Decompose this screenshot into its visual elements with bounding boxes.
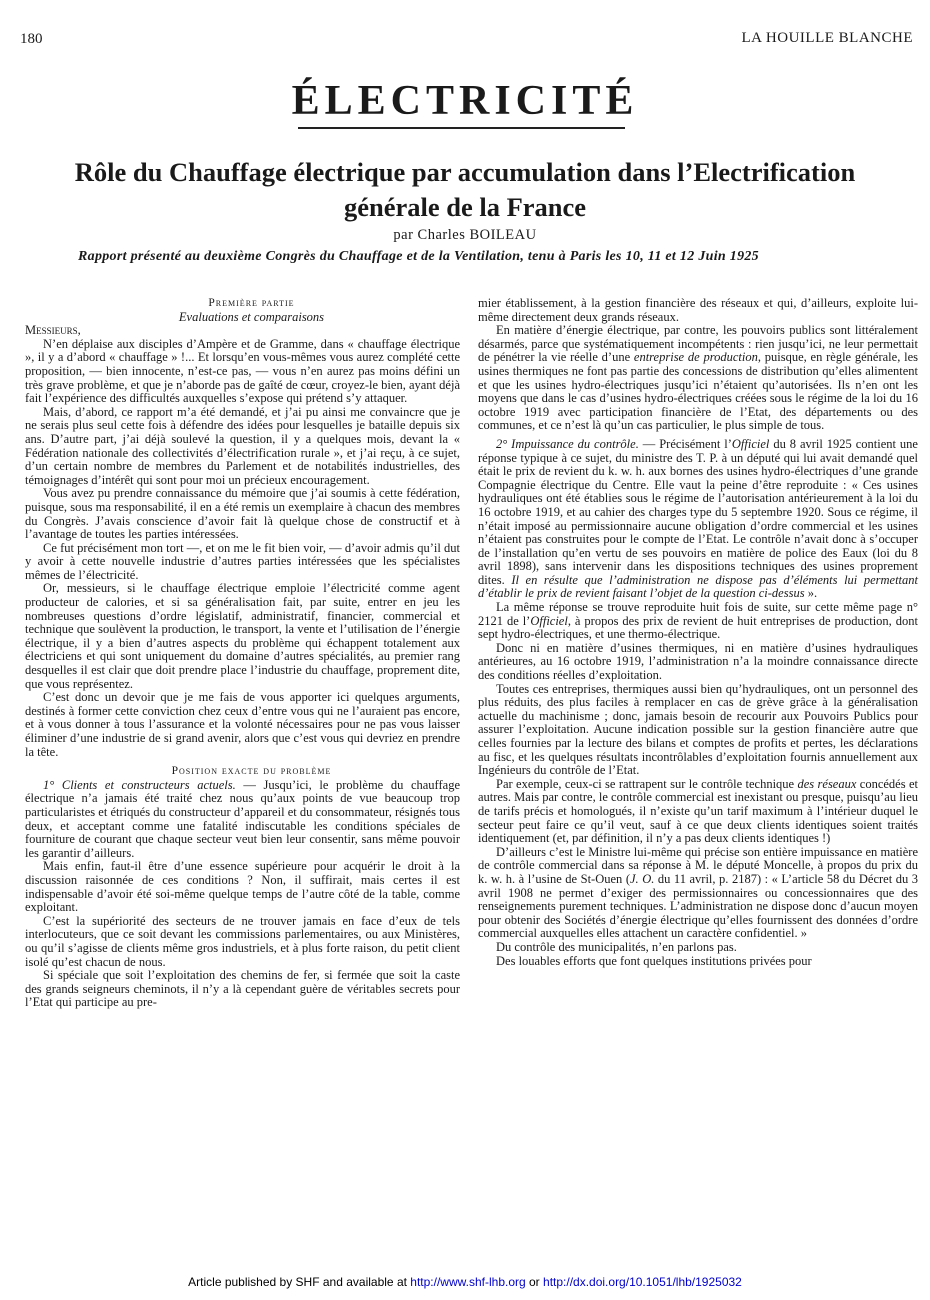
publication-footer xyxy=(0,1275,930,1289)
paragraph: Du contrôle des municipalités, n’en parlons pas. xyxy=(496,939,737,954)
paragraph: Or, messieurs, si le chauffage électrique emploie l’électricité comme agent producteur de calories, et si sa généralisation fait, par suite, entrer en jeu les nombreuses questions d’ordre législatif, administratif, financier, commercial et technique que soulèvent la production, le transport, la vente et l’utilisation de l’énergie électrique, il y a bien d’autres aspects du problème qui échappent totalement aux électriciens et qui sont uniquement du domaine d’autres spécialités, au premier rang desquelles il est clair que doit prendre place l’industrie du chauffage, proprement dite, que vous représentez. xyxy=(25,581,460,691)
paragraph-lead: 2° Impuissance du contrôle. xyxy=(496,436,639,451)
paragraph: Mais enfin, faut-il être d’une essence supérieure pour acquérir le droit à la discussion raisonnée de ces conditions ? Non, il suffirait, mais certes il est indispensable d’avoir été soi-même quelque temps de l’autre côté de la table, comme exploitant. xyxy=(25,859,460,915)
paragraph: Toutes ces entreprises, thermiques aussi bien qu’hydrauliques, ont un personnel des plus réduits, des plus faciles à remplacer en cas de grève grâce à la généralisation actuelle du machinisme ; donc, jamais besoin de recourir aux Pouvoirs Publics pour assurer l’exploitation. Aucune indication possible sur la gestion financière autre que celles fournies par la lecture des bilans et comptes de profits et pertes, les déclarations au fisc, et les quelques résultats incontrôlables d’exploitation fournis annuellement aux Ingénieurs du contrôle de l’Etat. xyxy=(478,681,918,778)
paragraph-text: du 8 avril 1925 contient une réponse typique à ce sujet, du ministre des T. P. à un député qui lui avait demandé quel était le prix de revient du k. w. h. aux bornes des usines hydro-électriques d’une grande Compagnie électrique du Centre. Elle vaut la peine d’être reproduite : « Ces usines hydrauliques ont été établies sous le régime de l’autorisation antérieurement à la loi du 16 octobre 1919, et au cahier des charges type du 5 septembre 1920. Sous ce régime, il n’était imposé au permissionnaire aucune obligation d’ordre commercial et les usines n’étaient pas construites pour le compte de l’Etat. Le contrôle n’avait donc à s’occuper de l’installation qu’en vertu de ses pouvoirs en matière de police des Eaux (loi du 8 avril 1898), sans intervenir dans les dispositions techniques des usines proprement dites. xyxy=(478,436,918,587)
part-subheading: Evaluations et comparaisons xyxy=(178,309,325,324)
paragraph-text: En matière d’énergie électrique, par contre, les pouvoirs publics sont littéralement désarmés, parce que systématiquement incompétents : rien jusqu’ici, ne leur permettait de pénétrer la vie réelle d’une xyxy=(478,323,918,365)
emphasis: Officiel xyxy=(530,613,568,628)
footer-text: Article published by SHF and available at xyxy=(188,1275,411,1289)
paragraph: Ce fut précisément mon tort —, et on me le fit bien voir, — d’avoir admis qu’il dut y avoir à cette nouvelle industrie d’autres parties intéressées que les spécialistes mêmes de l’électricité. xyxy=(25,540,460,582)
left-column xyxy=(25,297,460,1010)
paragraph xyxy=(478,778,918,846)
paragraph: C’est la supériorité des secteurs de ne trouver jamais en face d’eux de tels interlocuteurs, que ce soit devant les commissions parlementaires, ou aux Ministères, ou qu’il s’agisse de clients même gros industriels, et à plus forte raison, du petit client isolé qu’est chacun de nous. xyxy=(25,913,460,969)
shf-link[interactable]: http://www.shf-lhb.org xyxy=(410,1275,526,1289)
right-column xyxy=(478,297,918,968)
doi-link[interactable]: http://dx.doi.org/10.1051/lhb/1925032 xyxy=(543,1275,742,1289)
journal-name: LA HOUILLE BLANCHE xyxy=(741,30,913,46)
emphasis: Il en résulte que l’administration ne dispose pas d’éléments lui permettant d’établir le prix de revient faisant l’objet de la question ci-dessus xyxy=(478,572,918,601)
emphasis: Officiel xyxy=(731,436,770,451)
paragraph xyxy=(478,601,918,642)
paragraph xyxy=(478,324,918,433)
paragraph xyxy=(478,438,918,601)
paragraph-text: ». xyxy=(804,586,818,601)
part-heading: Première partie xyxy=(208,297,295,309)
paragraph: mier établissement, à la gestion financière des réseaux et qui, d’ailleurs, exploite lui-même directement deux grands réseaux. xyxy=(478,296,918,324)
paragraph: Des louables efforts que font quelques institutions privées pour xyxy=(496,953,812,968)
paragraph: Vous avez pu prendre connaissance du mémoire que j’ai soumis à cette fédération, puisque, sous ma responsabilité, il en a été remis un exemplaire à chacun des membres du Congrès. J’avais conscience d’avoir fait là quelque chose de constructif et à l’avantage de toutes les parties intéressées. xyxy=(25,486,460,542)
paragraph: C’est donc un devoir que je me fais de vous apporter ici quelques arguments, destinés à former cette conviction chez ceux d’entre vous qui ne l’auraient pas encore, et à vous donner à tous l’assurance et la volonté nécessaires pour ne pas vous laisser éliminer d’une industrie de si grand avenir, alors que c’est vous qui devriez en prendre la tête. xyxy=(25,690,460,759)
salutation: Messieurs, xyxy=(25,323,81,338)
article-title xyxy=(10,155,920,225)
article-title-line-2: générale de la France xyxy=(343,192,587,222)
paragraph: Donc ni en matière d’usines thermiques, ni en matière d’usines hydrauliques antérieures, au 16 octobre 1919, l’administration n’a la moindre connaissance directe des conditions réelles d’exploitation. xyxy=(478,640,918,683)
article-title-line-1: Rôle du Chauffage électrique par accumulation dans l’Electrification xyxy=(74,157,856,187)
paragraph-text: , puisque, en règle générale, les usines thermiques ne font pas partie des concessions de distribution qu’elles alimentent et que les usines hydro-électriques jusqu’ici n’étaient qu’autorisées. Ils n’en ont les moyens que dans le cas d’usines hydro-électriques créées sous le régime de la loi du 16 octobre 1919 avec participation financière de l’Etat, des départements ou des communes, et ce n’est là qu’un cas particulier, le plus simple de tous. xyxy=(478,350,918,433)
paragraph xyxy=(25,779,460,861)
paragraph-lead: 1° Clients et constructeurs actuels. xyxy=(43,777,236,792)
emphasis: J. O. xyxy=(630,871,655,886)
paragraph-text: — Précisément l’ xyxy=(638,436,732,451)
page-number: 180 xyxy=(20,31,43,47)
paragraph-text: La même réponse se trouve reproduite huit fois de suite, sur cette même page n° 2121 de l’ xyxy=(478,600,918,628)
paragraph-text: du 11 avril, p. 2187) : « L’article 58 du Décret du 3 avril 1908 ne permet d’exiger des permissionnaires ou concessionnaires que des renseignements purement techniques. L’administration ne dispose donc d’aucun moyen pour obtenir des Sociétés d’énergie électrique qu’elles fournissent des données d’ordre commercial auxquelles elles attachent un caractère confidentiel. » xyxy=(478,871,918,941)
emphasis: des réseaux xyxy=(797,776,857,791)
paragraph: Si spéciale que soit l’exploitation des chemins de fer, si fermée que soit la caste des grands seigneurs cheminots, il n’y a là cependant guère de véritables secrets pour l’Etat qui participe au pre- xyxy=(25,968,460,1010)
paragraph: N’en déplaise aux disciples d’Ampère et de Gramme, dans « chauffage électrique », il y a d’abord « chauffage » !... Et lorsqu’en vous-mêmes vous aurez complété cette proposition, — bien innocente, n’est-ce pas, — vous n’en aurez pas moins défini un très grave problème, et que je n’aborde pas de gaîté de cœur, croyez-le bien, ayant déjà fait l’expérience des difficultés auxquelles s’expose qui prétend s’y attaquer. xyxy=(25,336,460,406)
paragraph: Mais, d’abord, ce rapport m’a été demandé, et j’ai pu ainsi me convaincre que je ne serais plus seul cette fois à défendre des idées pour lesquelles je bataille depuis six ans. D’autre part, j’ai déjà soulevé la question, il y a quelques mois, devant la « Fédération nationale des collectivités d’électrification rurale », et j’ai reçu, à ce sujet, d’un certain nombre de membres du Parlement et de notabilités industrielles, des témoignages d’intérêt qui sont pour moi un précieux encouragement. xyxy=(25,404,460,487)
position-heading: Position exacte du problème xyxy=(171,765,332,778)
paragraph-text: D’ailleurs c’est le Ministre lui-même qui précise son entière impuissance en matière de contrôle commercial dans sa réponse à M. le député Moncelle, à propos du prix du k. w. h. à l’usine de St-Ouen ( xyxy=(478,844,918,886)
paragraph-text: , à propos des prix de revient de huit entreprises de production, dont sept hydro-électriques, et une thermo-électrique. xyxy=(478,613,918,642)
paragraph-text: Par exemple, ceux-ci se rattrapent sur le contrôle technique xyxy=(496,776,798,791)
emphasis: entreprise de production xyxy=(633,350,758,365)
paragraph-text: — Jusqu’ici, le problème du chauffage électrique n’a jamais été traité chez nous qu’aux points de vue beaucoup trop particularistes et étriqués du constructeur d’appareil et du consommateur, résignés tous deux, et acceptant comme une fatalité indiscutable les conditions spéciales de fourniture de courant que chaque secteur veut bien leur consentir, sans même pouvoir les garantir d’ailleurs. xyxy=(25,777,460,860)
paragraph xyxy=(478,846,918,941)
paragraph-text: concédés et autres. Mais par contre, le contrôle commercial est inexistant ou presque, puisqu’au lieu de tarifs précis et homologués, il n’existe qu’un tarif maximum à l’intérieur duquel le secteur peut faire ce qu’il veut, sauf à ce que deux clients identiques soient traités identiquement (et, par définition, il n’y a pas deux clients identiques !) xyxy=(478,776,918,846)
article-byline: par Charles BOILEAU xyxy=(393,227,537,243)
footer-or: or xyxy=(525,1275,544,1289)
section-title: ÉLECTRICITÉ xyxy=(291,78,639,124)
section-rule xyxy=(298,127,625,129)
article-subtitle: Rapport présenté au deuxième Congrès du Chauffage et de la Ventilation, tenu à Paris les 10, 11 et 12 Juin 1925 xyxy=(78,249,759,264)
